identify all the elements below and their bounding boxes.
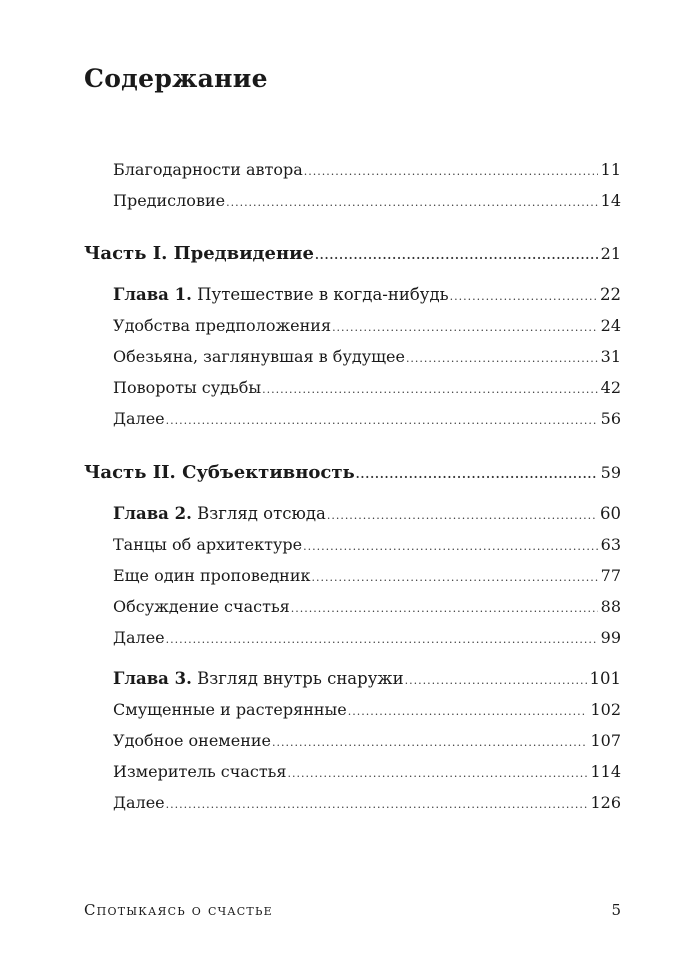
toc-chapter-label: [113, 504, 326, 523]
toc-chapter-number: Глава 1.: [113, 285, 192, 304]
dot-leader: [315, 250, 598, 261]
toc-page-number: 99: [600, 628, 621, 647]
toc-page-number: 101: [589, 669, 621, 688]
toc-entry-label: Удобное онемение: [113, 731, 272, 750]
toc-entry-label: Предисловие: [113, 191, 226, 210]
dot-leader: [262, 384, 598, 395]
toc-section[interactable]: [113, 762, 621, 781]
toc-section[interactable]: [113, 566, 621, 585]
toc-entry-label: Еще один проповедник: [113, 566, 311, 585]
toc-page-number: 59: [600, 463, 621, 482]
toc-page-number: 24: [600, 316, 621, 335]
dot-leader: [450, 291, 597, 302]
toc-chapter-title: Взгляд отсюда: [197, 504, 326, 523]
toc-section[interactable]: [113, 316, 621, 335]
toc-section[interactable]: [113, 409, 621, 428]
toc-page-number: 14: [600, 191, 621, 210]
dot-leader: [406, 353, 598, 364]
dot-leader: [327, 510, 597, 521]
footer-page-number: 5: [611, 901, 621, 919]
toc-part-label: Часть II. Субъективность: [84, 462, 355, 483]
toc-section[interactable]: [113, 700, 621, 719]
dot-leader: [332, 322, 598, 333]
dot-leader: [272, 737, 587, 748]
dot-leader: [303, 541, 598, 552]
toc-part-1[interactable]: [84, 243, 621, 264]
toc-chapter-title: Взгляд внутрь снаружи: [197, 669, 404, 688]
dot-leader: [287, 768, 587, 779]
dot-leader: [356, 469, 598, 480]
toc-entry-label: Далее: [113, 628, 165, 647]
page-title: Содержание: [84, 64, 268, 93]
toc-section[interactable]: [113, 597, 621, 616]
toc-page-number: 126: [590, 793, 621, 812]
toc-entry-label: Далее: [113, 793, 165, 812]
dot-leader: [166, 799, 588, 810]
toc-chapter-number: Глава 2.: [113, 504, 192, 523]
toc-page-number: 42: [600, 378, 621, 397]
toc-page-number: 31: [600, 347, 621, 366]
toc-entry-label: Удобства предположения: [113, 316, 332, 335]
toc-page-number: 102: [590, 700, 621, 719]
toc-entry-preface[interactable]: [113, 191, 621, 210]
toc-entry-label: Смущенные и растерянные: [113, 700, 347, 719]
toc-chapter-label: [113, 669, 404, 688]
toc-section[interactable]: [113, 628, 621, 647]
toc-page-number: 60: [600, 504, 621, 523]
running-title: Спотыкаясь о счастье: [84, 901, 273, 919]
toc-page-number: 77: [600, 566, 621, 585]
toc-entry-label: Измеритель счастья: [113, 762, 287, 781]
dot-leader: [405, 675, 587, 686]
toc-part-2[interactable]: [84, 462, 621, 483]
dot-leader: [304, 166, 598, 177]
toc-chapter-number: Глава 3.: [113, 669, 192, 688]
toc-chapter-1[interactable]: [113, 285, 621, 304]
toc-entry-label: Далее: [113, 409, 165, 428]
dot-leader: [348, 706, 588, 717]
dot-leader: [291, 603, 598, 614]
dot-leader: [166, 634, 598, 645]
toc-entry-label: Танцы об архитектуре: [113, 535, 303, 554]
toc-section[interactable]: [113, 731, 621, 750]
dot-leader: [312, 572, 598, 583]
toc-page-number: 114: [590, 762, 621, 781]
toc-page-number: 63: [600, 535, 621, 554]
toc-entry-label: Благодарности автора: [113, 160, 303, 179]
toc-page-number: 107: [590, 731, 621, 750]
toc-chapter-label: [113, 285, 449, 304]
toc-entry-label: Обсуждение счастья: [113, 597, 290, 616]
dot-leader: [166, 415, 598, 426]
toc-page-number: 88: [600, 597, 621, 616]
toc-chapter-title: Путешествие в когда-нибудь: [197, 285, 449, 304]
dot-leader: [226, 197, 598, 208]
toc-page-number: 56: [600, 409, 621, 428]
toc-section[interactable]: [113, 378, 621, 397]
toc-chapter-3[interactable]: [113, 669, 621, 688]
toc-chapter-2[interactable]: [113, 504, 621, 523]
toc-page-number: 22: [600, 285, 621, 304]
toc-page-number: 21: [600, 244, 621, 263]
toc-entry-label: Повороты судьбы: [113, 378, 262, 397]
toc-entry-acknowledgements[interactable]: [113, 160, 621, 179]
toc-section[interactable]: [113, 535, 621, 554]
toc-part-label: Часть I. Предвидение: [84, 243, 314, 264]
page-footer: [84, 901, 621, 919]
toc-section[interactable]: [113, 347, 621, 366]
toc-page-number: 11: [600, 160, 621, 179]
toc-section[interactable]: [113, 793, 621, 812]
toc-entry-label: Обезьяна, заглянувшая в будущее: [113, 347, 405, 366]
